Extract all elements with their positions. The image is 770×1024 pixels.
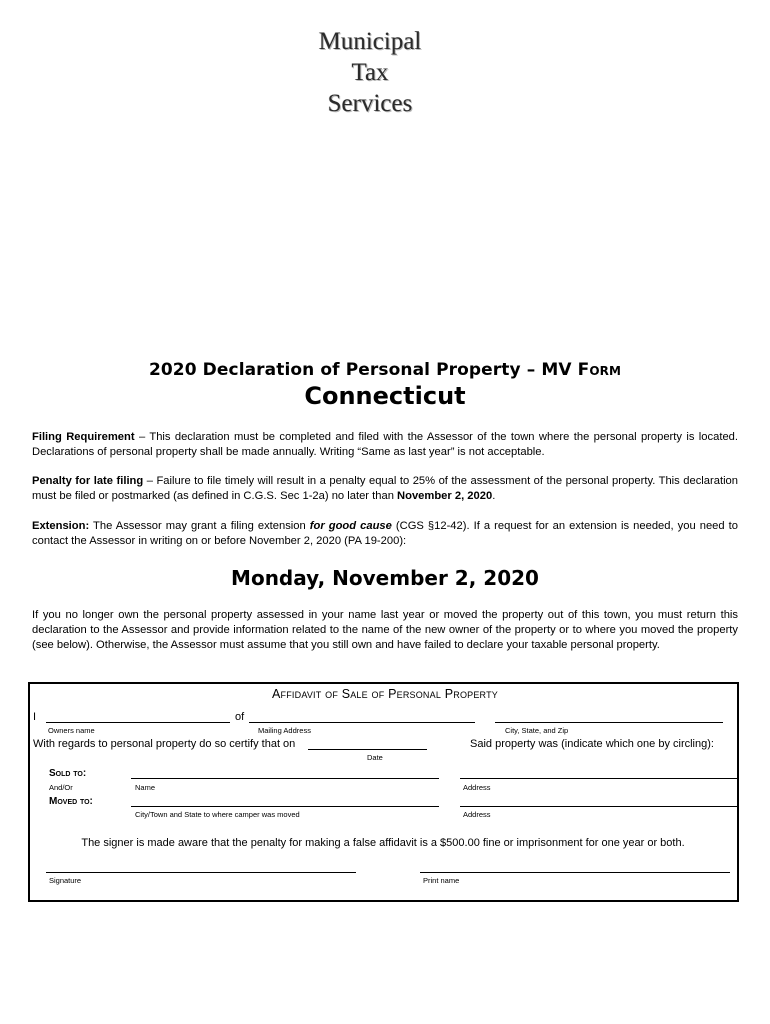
owners-name-caption: Owners name xyxy=(48,726,95,735)
form-title xyxy=(0,360,770,380)
sold-to-address-field[interactable] xyxy=(460,778,738,779)
extension-text-1: The Assessor may grant a filing extension xyxy=(89,520,310,532)
affidavit-box xyxy=(28,682,739,902)
city-state-zip-caption: City, State, and Zip xyxy=(505,726,569,735)
name-caption: Name xyxy=(135,783,156,792)
date-caption: Date xyxy=(367,753,383,762)
false-affidavit-warning: The signer is made aware that the penalty for making a false affidavit is a $500.00 fine or imprisonment for one year or both. xyxy=(81,837,685,849)
extension-text-2: (CGS §12-42). If a request for an extension is needed, you need to contact the Assessor in writing on or before November 2, 2020 (PA 19-200): xyxy=(32,520,739,547)
due-date-heading: Monday, November 2, 2020 xyxy=(231,566,539,590)
certify-date-field[interactable] xyxy=(308,749,427,750)
filing-requirement-label: Filing Requirement xyxy=(32,431,135,443)
logo-line-1: Municipal xyxy=(318,28,422,55)
penalty-deadline: November 2, 2020 xyxy=(397,490,493,502)
print-name-field[interactable] xyxy=(420,872,730,873)
penalty-label: Penalty for late filing xyxy=(32,475,144,487)
form-title-form: Form xyxy=(577,360,622,380)
moved-to-city-field[interactable] xyxy=(131,806,439,807)
extension-label: Extension: xyxy=(32,520,90,532)
filing-requirement-text: – This declaration must be completed and filed with the Assessor of the town where the personal property is located. Declarations of personal property shall be made annually. Writing “Same as last year” is not acceptable. xyxy=(32,431,738,458)
form-title-main: 2020 Declaration of Personal Property – MV xyxy=(148,360,572,380)
moved-to-address-field[interactable] xyxy=(460,806,738,807)
extension-good-cause: for good cause xyxy=(309,520,392,532)
sold-to-label: Sold to: xyxy=(49,768,87,779)
signature-field[interactable] xyxy=(46,872,356,873)
logo-line-2: Tax xyxy=(351,59,389,86)
logo-line-3: Services xyxy=(327,90,413,117)
circling-instruction: Said property was (indicate which one by circling): xyxy=(470,738,714,750)
sold-to-name-field[interactable] xyxy=(131,778,439,779)
address-caption-2: Address xyxy=(463,810,491,819)
form-subtitle-state: Connecticut xyxy=(304,382,466,410)
penalty-paragraph xyxy=(32,474,738,504)
municipal-tax-services-logo xyxy=(0,26,740,119)
moved-to-label: Moved to: xyxy=(49,796,93,807)
city-town-caption: City/Town and State to where camper was moved xyxy=(135,810,300,819)
penalty-text: – Failure to file timely will result in a penalty equal to 25% of the assessment of the personal property. This declaration must be filed or postmarked (as defined in C.G.S. Sec 1-2a) no later than xyxy=(32,475,738,502)
mailing-address-field[interactable] xyxy=(249,722,475,723)
print-name-caption: Print name xyxy=(423,876,460,885)
ownership-notice-paragraph: If you no longer own the personal property assessed in your name last year or moved the property out of this town, you must return this declaration to the Assessor and provide information related to the name of the new owner of the property or to where you moved the property (see below). Otherwise, the Assessor must assume that you still own and have failed to declare your taxable personal property. xyxy=(32,609,738,651)
address-caption: Address xyxy=(463,783,491,792)
affidavit-title: Affidavit of Sale of Personal Property xyxy=(271,687,498,701)
filing-requirement-paragraph xyxy=(32,430,738,460)
signature-caption: Signature xyxy=(49,876,82,885)
penalty-end: . xyxy=(492,490,496,502)
city-state-zip-field[interactable] xyxy=(495,722,723,723)
owners-name-field[interactable] xyxy=(46,722,230,723)
affidavit-i-label: I xyxy=(33,711,37,723)
and-or-label: And/Or xyxy=(49,783,73,792)
certify-text: With regards to personal property do so certify that on xyxy=(33,738,296,750)
affidavit-of-label: of xyxy=(235,711,245,723)
extension-paragraph xyxy=(32,519,738,549)
mailing-address-caption: Mailing Address xyxy=(258,726,311,735)
